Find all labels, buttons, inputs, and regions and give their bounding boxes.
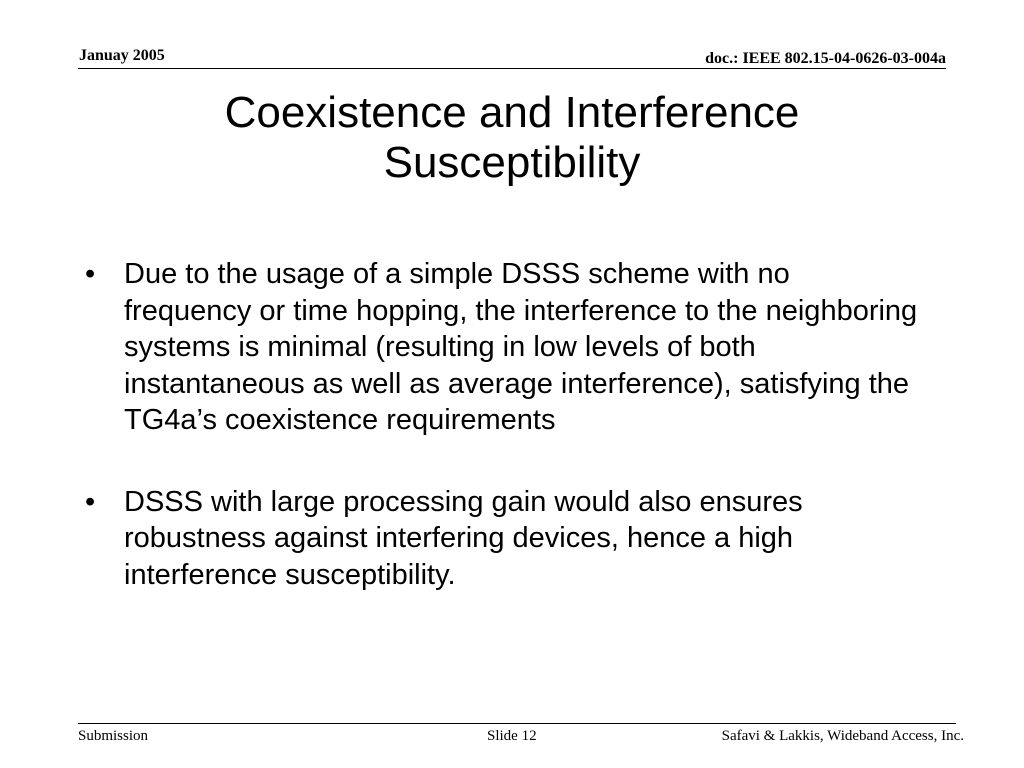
bullet-marker: • — [85, 258, 96, 290]
bullet-text: Due to the usage of a simple DSSS scheme with no frequency or time hopping, the interference to the neighboring systems is minimal (resulting in low levels of both instantaneous as well as average interference), satisfying the TG4a’s coexistence requirements — [124, 258, 918, 436]
header-doc-id: doc.: IEEE 802.15-04-0626-03-004a — [705, 50, 946, 67]
slide-title-line-1: Coexistence and Interference — [224, 88, 800, 137]
footer-authors: Safavi & Lakkis, Wideband Access, Inc. — [721, 728, 964, 744]
footer-slide-number: Slide 12 — [487, 728, 537, 744]
bullet-list — [85, 256, 925, 638]
bullet-marker: • — [85, 485, 96, 518]
header-date: Januay 2005 — [79, 47, 165, 64]
bullet-text: DSSS with large processing gain would also ensures robustness against interfering devices, hence a high interference susceptibility. — [124, 485, 803, 591]
bullet-item — [85, 484, 925, 594]
header-divider — [78, 68, 946, 69]
footer-divider — [78, 723, 956, 724]
slide-title — [100, 88, 924, 188]
slide-title-line-2: Susceptibility — [383, 138, 641, 187]
footer-submission: Submission — [78, 728, 149, 744]
bullet-item — [85, 256, 925, 439]
